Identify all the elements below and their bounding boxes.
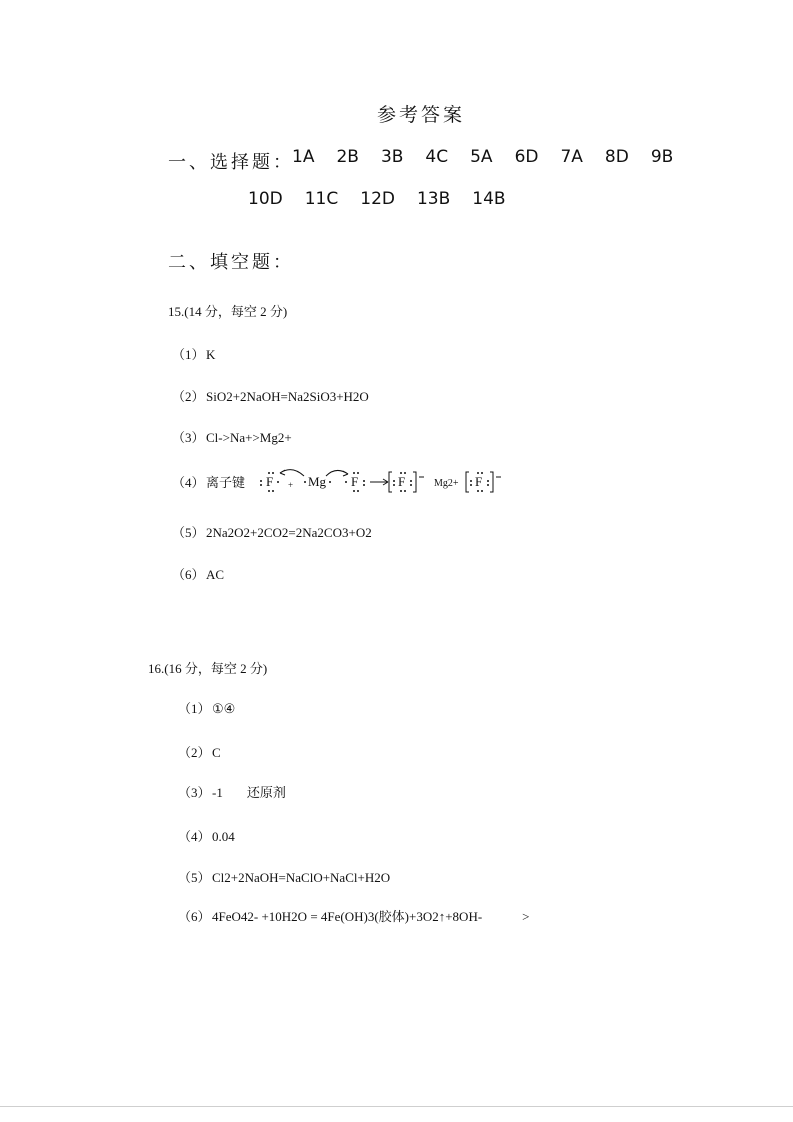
answer-8: 8D bbox=[604, 147, 629, 167]
answer-5: 5A bbox=[470, 147, 493, 167]
page-bottom-divider bbox=[0, 1106, 793, 1107]
answer-11: 11C bbox=[304, 189, 339, 209]
q15-item-3 bbox=[172, 427, 292, 446]
item-label: （3） bbox=[172, 430, 205, 445]
q16-item-6 bbox=[178, 906, 530, 925]
q16-header: 16.(16 分，每空 2 分) bbox=[148, 661, 268, 676]
mgf2-formation-diagram bbox=[256, 464, 516, 496]
answer-7: 7A bbox=[560, 147, 583, 167]
item-answer: ①④ bbox=[212, 701, 236, 716]
section-choice-heading: 一、选择题： bbox=[168, 152, 294, 173]
choice-answers-row-1 bbox=[292, 147, 695, 167]
page-title: 参考答案 bbox=[376, 104, 465, 126]
q16-item-4 bbox=[178, 826, 235, 845]
item-answer: 4FeO42- +10H2O = 4Fe(OH)3(胶体)+3O2↑+8OH- bbox=[212, 909, 483, 924]
q15-item-1 bbox=[172, 344, 215, 363]
item-answer: C bbox=[212, 745, 221, 760]
answer-1: 1A bbox=[292, 147, 315, 167]
q16-item-5 bbox=[178, 867, 390, 886]
q16-item-2 bbox=[178, 742, 221, 761]
bracket-right-close bbox=[490, 472, 493, 492]
answer-12: 12D bbox=[360, 189, 395, 209]
item-answer: SiO2+2NaOH=Na2SiO3+H2O bbox=[206, 389, 369, 404]
item-label: （4） bbox=[172, 475, 205, 490]
item-answer: Cl2+2NaOH=NaClO+NaCl+H2O bbox=[212, 870, 391, 885]
item-answer: 离子键 bbox=[206, 475, 246, 490]
item-label: （5） bbox=[178, 870, 211, 885]
q15-item-5 bbox=[172, 522, 372, 541]
item-answer: K bbox=[206, 347, 216, 362]
item-answer: 0.04 bbox=[212, 829, 235, 844]
item-extra: 还原剂 bbox=[246, 785, 286, 800]
item-answer: Cl->Na+>Mg2+ bbox=[206, 430, 292, 445]
q15-header: 15.(14 分，每空 2 分) bbox=[168, 304, 288, 319]
fluoride-ion-right: F bbox=[475, 474, 483, 489]
fluorine-atom-left: F bbox=[266, 474, 274, 489]
fluorine-atom-right: F bbox=[351, 474, 359, 489]
item-label: （2） bbox=[178, 745, 211, 760]
item-label: （6） bbox=[172, 567, 205, 582]
item-answer: AC bbox=[206, 567, 225, 582]
q15-item-2 bbox=[172, 386, 369, 405]
section-fill-heading: 二、填空题： bbox=[168, 252, 294, 273]
magnesium-atom: Mg bbox=[308, 474, 327, 489]
q15-item-6 bbox=[172, 564, 224, 583]
item-label: （5） bbox=[172, 525, 205, 540]
arrowhead-left bbox=[280, 470, 285, 475]
item-label: （1） bbox=[172, 347, 205, 362]
answer-4: 4C bbox=[425, 147, 449, 167]
q16-item-3 bbox=[178, 782, 286, 801]
answer-13: 13B bbox=[416, 189, 451, 209]
answer-9: 9B bbox=[650, 147, 674, 167]
item-label: （2） bbox=[172, 389, 205, 404]
fluoride-ion-left: F bbox=[398, 474, 406, 489]
answer-3: 3B bbox=[380, 147, 404, 167]
q16-item-1 bbox=[178, 698, 235, 717]
item-label: （1） bbox=[178, 701, 211, 716]
bracket-left-open bbox=[389, 472, 392, 492]
item-label: （4） bbox=[178, 829, 211, 844]
bracket-right-open bbox=[466, 472, 469, 492]
answer-6: 6D bbox=[514, 147, 539, 167]
choice-answers-row-2 bbox=[248, 189, 528, 209]
bracket-left-close bbox=[413, 472, 416, 492]
item-answer: -1 bbox=[212, 785, 223, 800]
plus-sign-left: + bbox=[288, 480, 294, 490]
item-answer: 2Na2O2+2CO2=2Na2CO3+O2 bbox=[206, 525, 372, 540]
answer-2: 2B bbox=[336, 147, 359, 167]
magnesium-ion: Mg2+ bbox=[434, 478, 459, 489]
answer-10: 10D bbox=[248, 189, 283, 209]
q15-item-4 bbox=[172, 472, 245, 491]
answer-14: 14B bbox=[472, 189, 506, 209]
item-label: （6） bbox=[178, 909, 211, 924]
arrowhead-right bbox=[343, 471, 348, 476]
item-label: （3） bbox=[178, 785, 211, 800]
item-extra: > bbox=[522, 909, 530, 924]
